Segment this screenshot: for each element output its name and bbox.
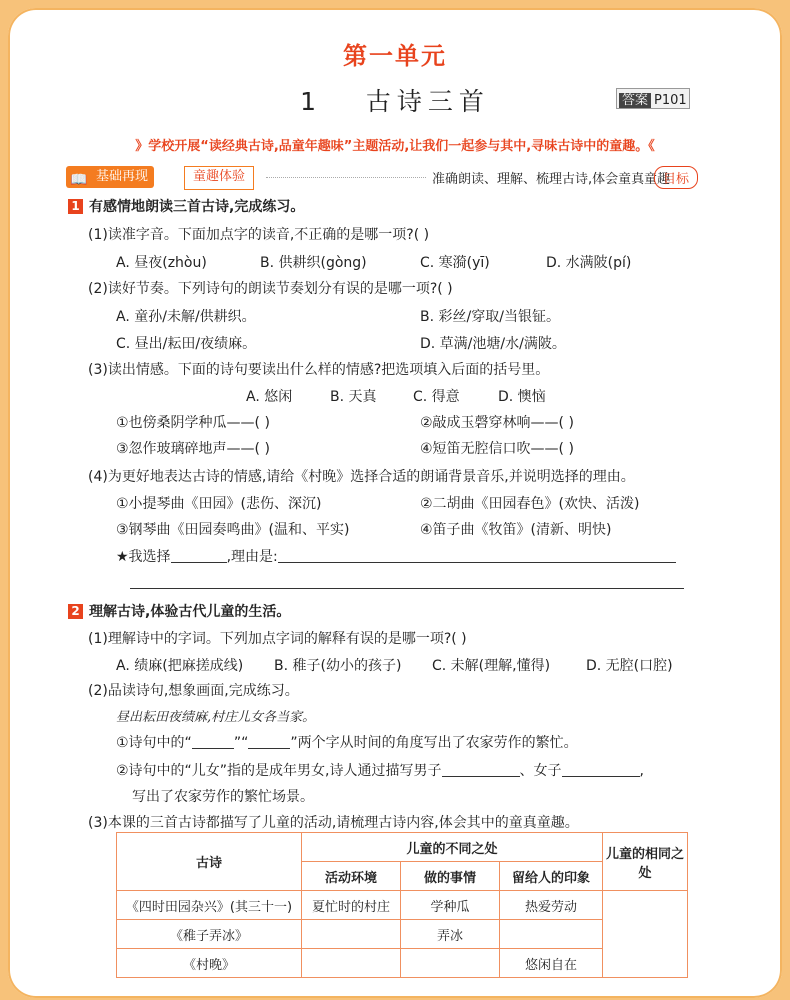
cell-poem: 《村晚》: [117, 949, 302, 978]
cell-do: 弄冰: [401, 920, 500, 949]
q2-p2-item2: ②诗句中的“儿女”指的是成年男女,诗人通过描写男子 、女子 ,: [116, 763, 644, 779]
option: B. 彩丝/穿取/当银钲。: [420, 309, 560, 325]
section-subtag: 童趣体验: [184, 166, 254, 190]
answer-ref: [616, 88, 690, 109]
option: D. 草满/池塘/水/满陂。: [420, 336, 566, 352]
q2-p2-item2-cont: 写出了农家劳作的繁忙场景。: [132, 789, 314, 805]
answer-page: P101: [654, 93, 687, 108]
option: C. 昼出/耘田/夜绩麻。: [116, 336, 257, 352]
lesson-name: 古诗三首: [365, 87, 490, 116]
item: ②敲成玉磬穿林响——( ): [420, 415, 574, 431]
choice: B. 天真: [330, 389, 377, 405]
lesson-number: 1: [300, 87, 322, 116]
table-row: [117, 920, 688, 949]
goal-label: 目标: [654, 166, 698, 189]
answer-line: [130, 588, 684, 589]
cell-imp: 热爱劳动: [500, 891, 603, 920]
dotted-divider: [266, 177, 426, 178]
th-diff: 儿童的不同之处: [302, 833, 603, 862]
cell-do: 学种瓜: [401, 891, 500, 920]
q1-p3-stem: (3)读出情感。下面的诗句要读出什么样的情感?把选项填入后面的括号里。: [88, 362, 550, 378]
item: ③忽作玻璃碎地声——( ): [116, 441, 270, 457]
summary-table: [116, 832, 688, 978]
q1-title: 1 有感情地朗读三首古诗,完成练习。: [68, 196, 304, 216]
option: B. 供耕织(gòng): [260, 255, 367, 271]
option: D. 无腔(口腔): [586, 658, 673, 674]
option: A. 绩麻(把麻搓成线): [116, 658, 244, 674]
answer-label: 答案: [619, 93, 651, 108]
cell-env: 夏忙时的村庄: [302, 891, 401, 920]
q2-p1-stem: (1)理解诗中的字词。下列加点字词的解释有误的是哪一项?( ): [88, 631, 467, 647]
th-imp: 留给人的印象: [500, 862, 603, 891]
q2-title: 2 理解古诗,体验古代儿童的生活。: [68, 601, 290, 621]
choice: A. 悠闲: [246, 389, 293, 405]
table-row: [117, 949, 688, 978]
goal-text: 准确朗读、理解、梳理古诗,体会童真童趣: [432, 172, 671, 187]
q1-p2-stem: (2)读好节奏。下列诗句的朗读节奏划分有误的是哪一项?( ): [88, 281, 453, 297]
item: ③钢琴曲《田园奏鸣曲》(温和、平实): [116, 522, 350, 538]
cell-poem: 《四时田园杂兴》(其三十一): [117, 891, 302, 920]
item: ①小提琴曲《田园》(悲伤、深沉): [116, 496, 322, 512]
q1-p4-answer: ★我选择 ,理由是:: [116, 546, 676, 566]
cell-env: [302, 949, 401, 978]
choice: D. 懊恼: [498, 389, 546, 405]
th-do: 做的事情: [401, 862, 500, 891]
option: D. 水满陂(pí): [546, 255, 632, 271]
book-icon: 📖: [70, 172, 88, 188]
option: C. 未解(理解,懂得): [432, 658, 551, 674]
item: ①也傍桑阴学种瓜——( ): [116, 415, 270, 431]
item: ④短笛无腔信口吹——( ): [420, 441, 574, 457]
option: B. 稚子(幼小的孩子): [274, 658, 402, 674]
q1-p1-stem: (1)读准字音。下面加点字的读音,不正确的是哪一项?( ): [88, 227, 430, 243]
cell-poem: 《稚子弄冰》: [117, 920, 302, 949]
q2-p3-stem: (3)本课的三首古诗都描写了儿童的活动,请梳理古诗内容,体会其中的童真童趣。: [88, 815, 579, 831]
q2-p2-stem: (2)品读诗句,想象画面,完成练习。: [88, 683, 299, 699]
q2-p2-item1: ①诗句中的“ ”“ ”两个字从时间的角度写出了农家劳作的繁忙。: [116, 735, 578, 751]
cell-same: [603, 891, 688, 978]
section-tag: 📖 基础再现: [66, 166, 154, 188]
cell-do: [401, 949, 500, 978]
activity-banner: 》学校开展“读经典古诗,品童年趣味”主题活动,让我们一起参与其中,寻味古诗中的童趣。《: [135, 139, 655, 154]
cell-imp: 悠闲自在: [500, 949, 603, 978]
option: A. 昼夜(zhòu): [116, 255, 207, 271]
th-same: 儿童的相同之处: [603, 833, 688, 891]
option: C. 寒漪(yī): [420, 255, 490, 271]
workbook-page: [8, 8, 782, 998]
choice: C. 得意: [413, 389, 460, 405]
th-poem: 古诗: [117, 833, 302, 891]
unit-title: 第一单元: [343, 42, 447, 70]
q1-number: 1: [68, 199, 83, 214]
cell-env: [302, 920, 401, 949]
poem-quote: 昼出耘田夜绩麻,村庄儿女各当家。: [116, 710, 316, 725]
section-header: [66, 166, 738, 188]
q2-number: 2: [68, 604, 83, 619]
cell-imp: [500, 920, 603, 949]
option: A. 童孙/未解/供耕织。: [116, 309, 256, 325]
q1-p4-stem: (4)为更好地表达古诗的情感,请给《村晚》选择合适的朗诵背景音乐,并说明选择的理由。: [88, 469, 635, 485]
table-row: [117, 891, 688, 920]
th-env: 活动环境: [302, 862, 401, 891]
item: ④笛子曲《牧笛》(清新、明快): [420, 522, 612, 538]
item: ②二胡曲《田园春色》(欢快、活泼): [420, 496, 640, 512]
